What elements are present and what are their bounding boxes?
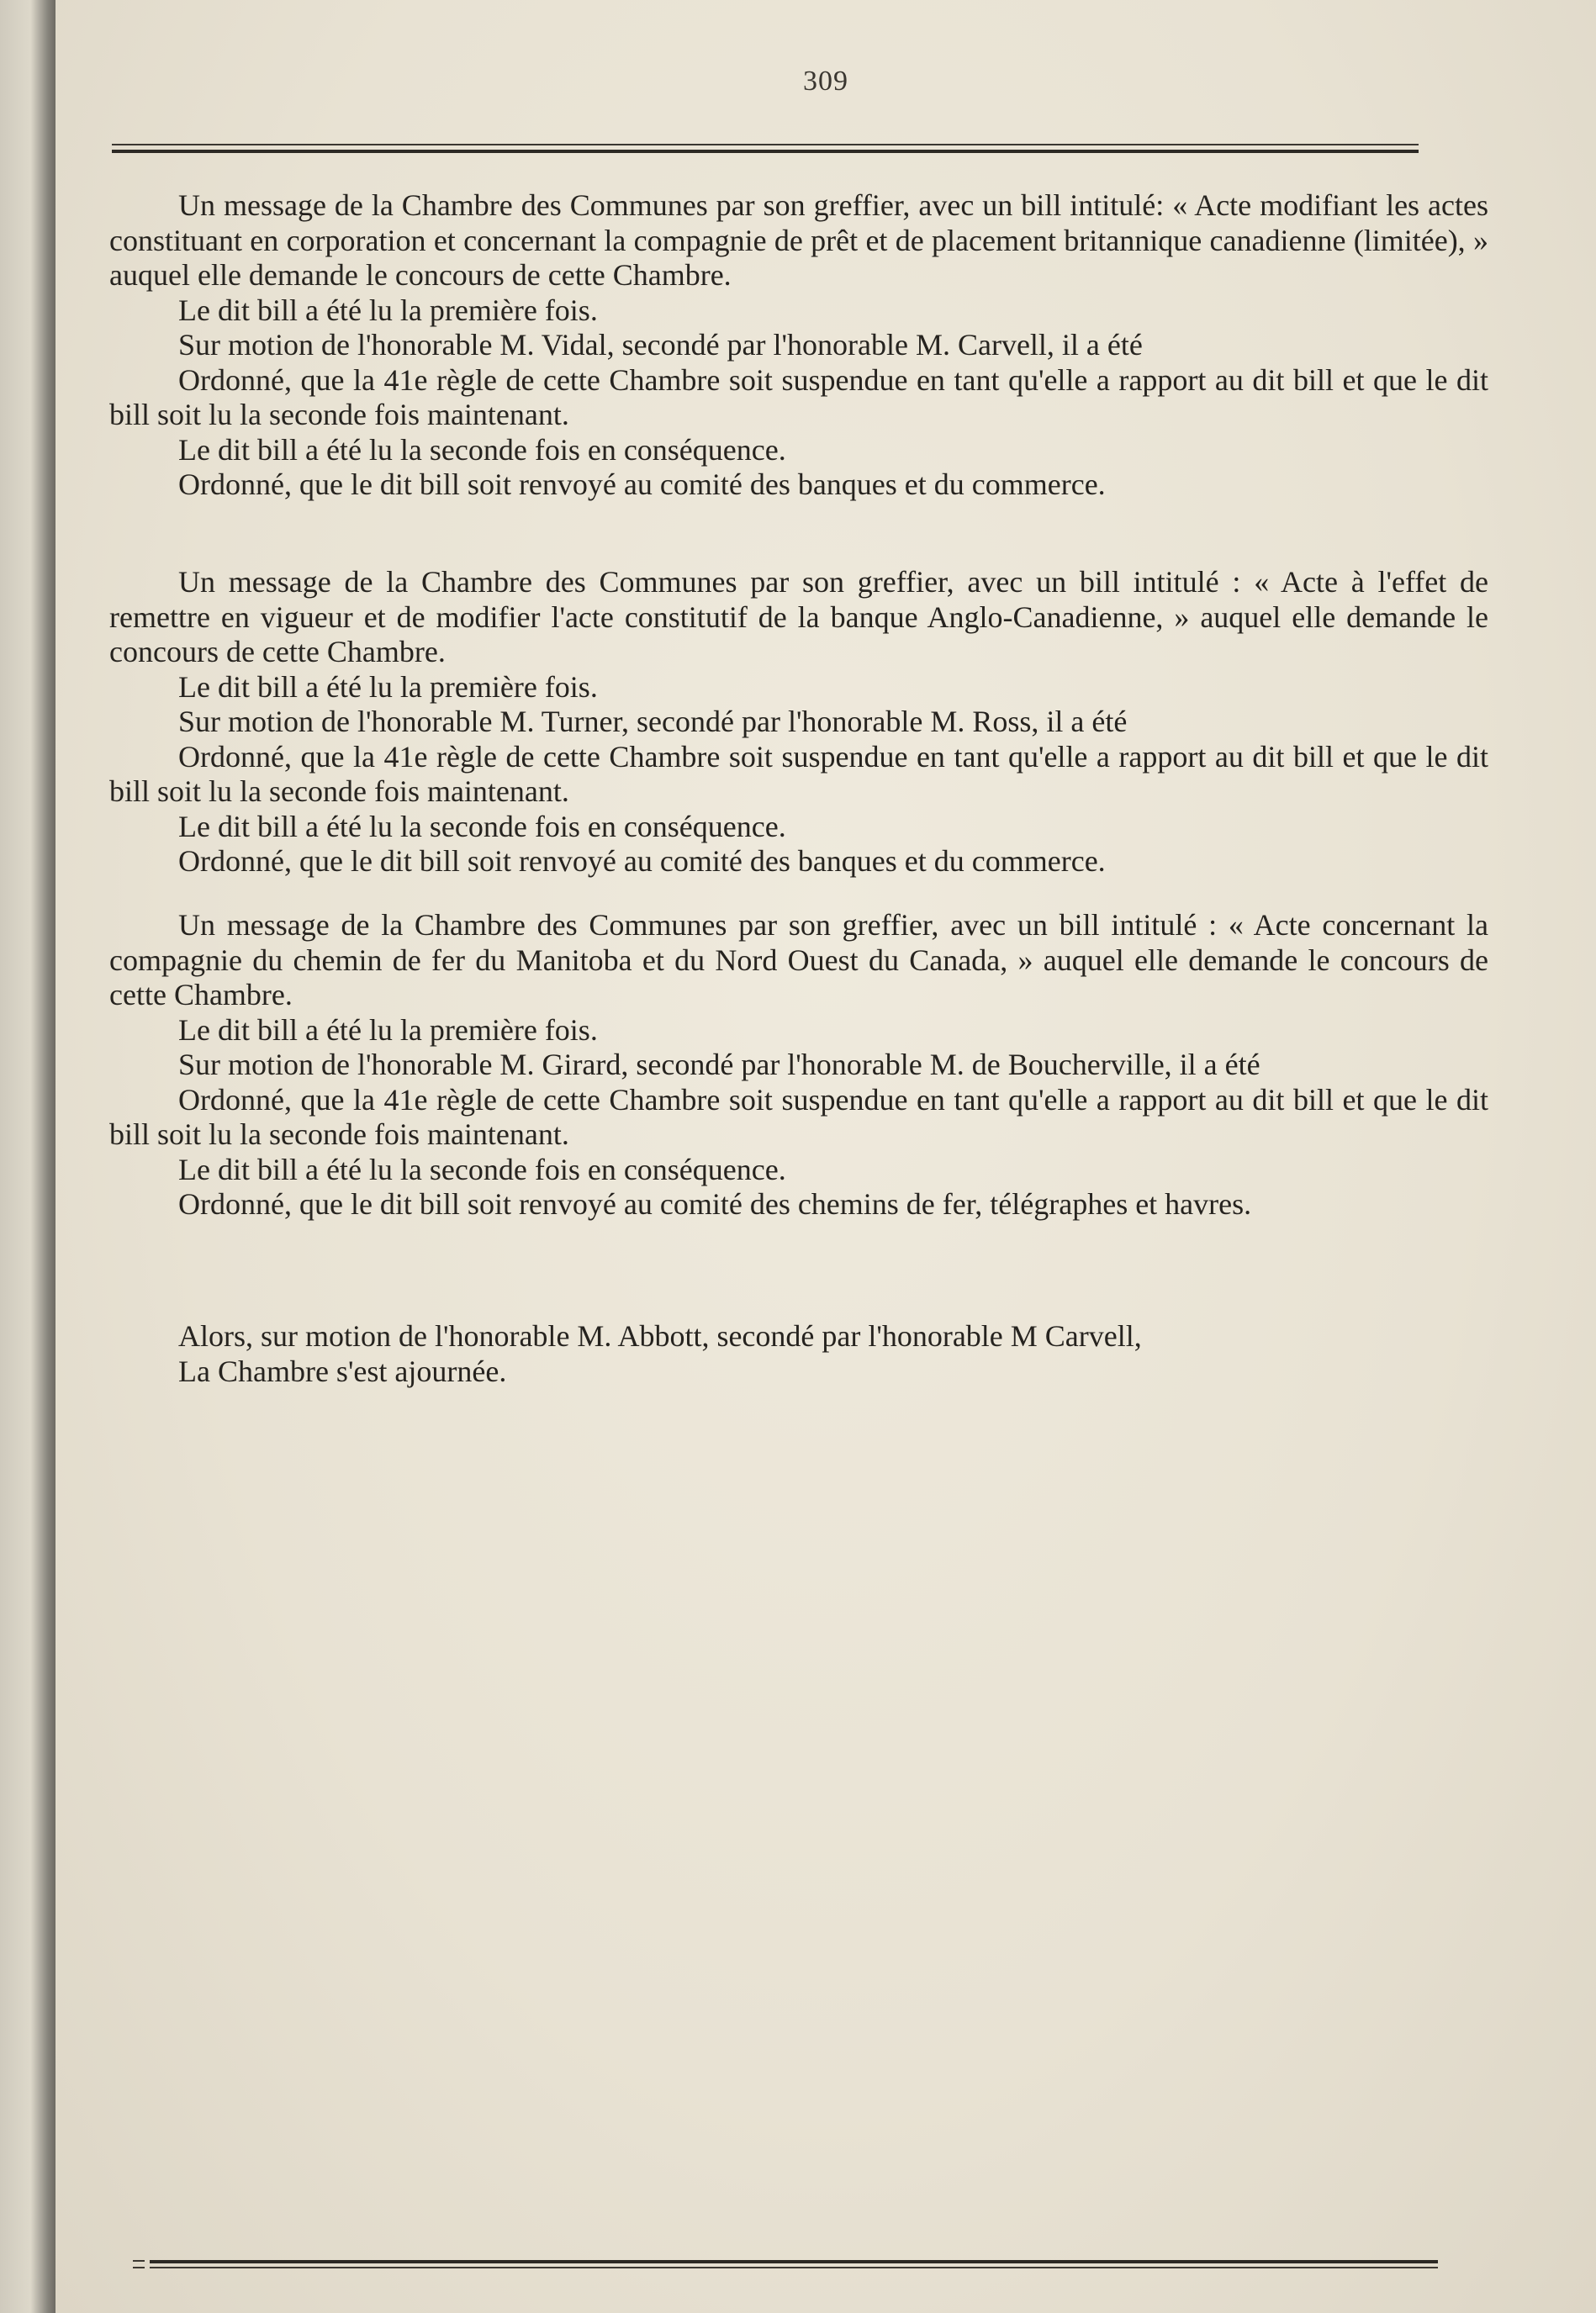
order-paragraph: Ordonné, que la 41e règle de cette Chambre soit suspendue en tant qu'elle a rapport au dit bill et que le dit bill soit lu la seconde fois maintenant.: [109, 1082, 1488, 1151]
message-paragraph: Un message de la Chambre des Communes par son greffier, avec un bill intitulé: « Acte modifiant les actes constituant en corporation et concernant la compagnie de prêt et de placement britannique canadienne (limitée), » auquel elle demande le concours de cette Chambre.: [109, 188, 1488, 292]
referral-line: Ordonné, que le dit bill soit renvoyé au comité des banques et du commerce.: [178, 844, 1106, 878]
motion-line: Sur motion de l'honorable M. Turner, secondé par l'honorable M. Ross, il a été: [178, 705, 1128, 738]
referral-paragraph: Ordonné, que le dit bill soit renvoyé au comité des chemins de fer, télégraphes et havres.: [178, 1187, 1252, 1221]
message-paragraph: Un message de la Chambre des Communes par son greffier, avec un bill intitulé : « Acte concernant la compagnie du chemin de fer du Manitoba et du Nord Ouest du Canada, » auquel elle demande le concours de cette Chambre.: [109, 908, 1488, 1011]
header-rule-thick: [112, 150, 1419, 153]
header-rule-thin: [112, 144, 1419, 145]
bill-section-3: [109, 908, 1488, 1223]
bill-section-1: [109, 188, 1488, 503]
footer-dash-mark: [133, 2260, 145, 2268]
adjournment-section: [109, 1319, 1488, 1389]
second-reading-line: Le dit bill a été lu la seconde fois en conséquence.: [178, 809, 786, 843]
message-paragraph: Un message de la Chambre des Communes par son greffier, avec un bill intitulé : « Acte à l'effet de remettre en vigueur et de modifier l'acte constitutif de la banque Anglo-Canadienne, » auquel elle demande le concours de cette Chambre.: [109, 565, 1488, 668]
referral-line: Ordonné, que le dit bill soit renvoyé au comité des banques et du commerce.: [178, 467, 1106, 501]
document-page: [55, 0, 1596, 2313]
order-paragraph: Ordonné, que la 41e règle de cette Chambre soit suspendue en tant qu'elle a rapport au dit bill et que le dit bill soit lu la seconde fois maintenant.: [109, 362, 1488, 431]
second-reading-line: Le dit bill a été lu la seconde fois en conséquence.: [178, 432, 786, 467]
first-reading-line: Le dit bill a été lu la première fois.: [178, 293, 598, 327]
adjournment-result: La Chambre s'est ajournée.: [178, 1354, 507, 1388]
second-reading-line: Le dit bill a été lu la seconde fois en conséquence.: [178, 1152, 786, 1186]
footer-rule-thick: [150, 2260, 1438, 2263]
page-number: 309: [803, 66, 848, 97]
bill-section-2: [109, 565, 1488, 879]
adjournment-motion: Alors, sur motion de l'honorable M. Abbott, secondé par l'honorable M Carvell,: [178, 1319, 1142, 1353]
motion-line: Sur motion de l'honorable M. Vidal, secondé par l'honorable M. Carvell, il a été: [178, 328, 1143, 362]
order-paragraph: Ordonné, que la 41e règle de cette Chambre soit suspendue en tant qu'elle a rapport au dit bill et que le dit bill soit lu la seconde fois maintenant.: [109, 739, 1488, 808]
footer-rule-thin: [150, 2267, 1438, 2268]
book-binding-edge: [0, 0, 55, 2313]
first-reading-line: Le dit bill a été lu la première fois.: [178, 1012, 598, 1047]
motion-paragraph: Sur motion de l'honorable M. Girard, secondé par l'honorable M. de Boucherville, il a été: [178, 1048, 1260, 1081]
first-reading-line: Le dit bill a été lu la première fois.: [178, 669, 598, 704]
